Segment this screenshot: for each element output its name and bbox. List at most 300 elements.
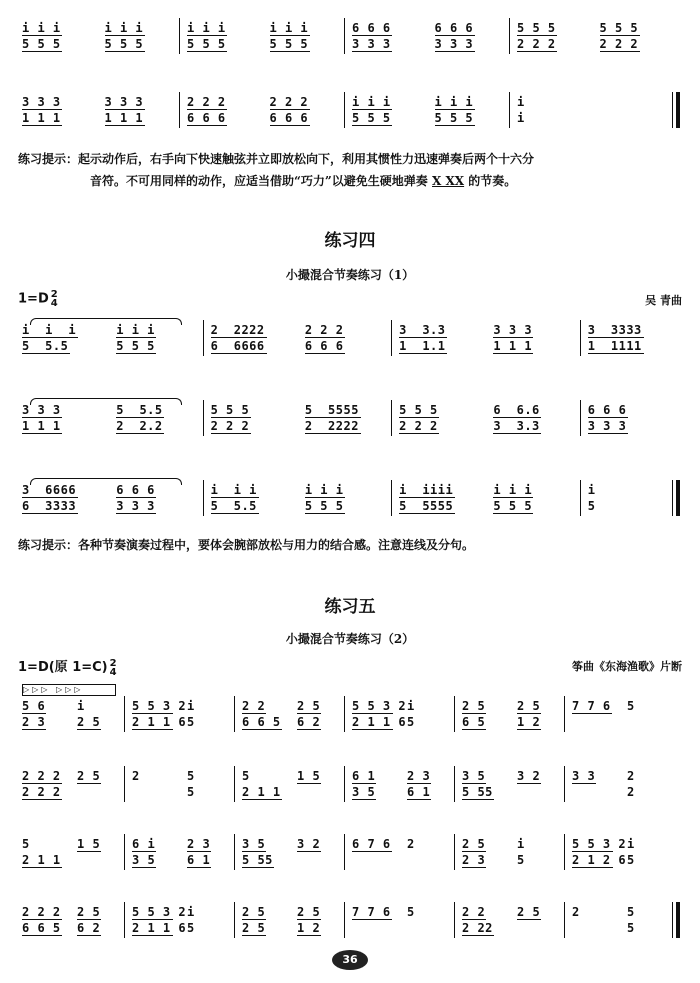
beam-underline: [22, 125, 62, 126]
upper-note-line: i: [77, 699, 85, 713]
upper-note-line: 5 5 3 2: [352, 699, 407, 713]
time-signature: 2 4: [50, 289, 58, 309]
lower-note-line: 2 1 1 6: [352, 715, 407, 729]
upper-note-line: 1 5: [297, 769, 321, 783]
upper-note-line: 5: [407, 905, 415, 919]
beam-underline: [572, 851, 613, 852]
beam-underline: [517, 51, 557, 52]
upper-note-line: 5 5 3 2: [132, 905, 187, 919]
lower-note-line: 2 2 2: [210, 419, 250, 433]
beam-underline: [588, 433, 628, 434]
beam-underline: [407, 783, 431, 784]
upper-note-line: 3 6666: [22, 483, 77, 497]
upper-note-line: 3 5: [462, 769, 486, 783]
upper-note-line: 6 6.6: [493, 403, 540, 417]
beam-underline: [435, 35, 475, 36]
beam-underline: [22, 35, 62, 36]
upper-note-line: 5: [627, 699, 635, 713]
beam-underline: [242, 935, 266, 936]
beam-underline: [435, 109, 475, 110]
lower-note-line: 6 3333: [22, 499, 77, 513]
beam-underline: [77, 729, 101, 730]
beam-underline: [493, 513, 533, 514]
beam-underline: [132, 919, 173, 920]
lower-note-line: 5: [407, 715, 415, 729]
beam-underline: [77, 919, 101, 920]
beam-underline: [462, 783, 486, 784]
score-row: [18, 78, 686, 148]
lower-note-line: 6 6 5: [242, 715, 281, 729]
bar-line: [344, 834, 345, 870]
lower-note-line: 5 5 5: [493, 499, 533, 513]
beam-underline: [462, 935, 494, 936]
beam-underline: [187, 109, 227, 110]
lower-note-line: 1 2: [297, 921, 321, 935]
bar-line: [564, 766, 565, 802]
upper-note-line: 2 2 2: [187, 95, 226, 109]
beam-underline: [493, 497, 533, 498]
beam-underline: [22, 417, 62, 418]
bar-line: [509, 92, 510, 128]
upper-note-line: 2: [407, 837, 415, 851]
upper-note-line: 2 5: [517, 905, 541, 919]
beam-underline: [187, 51, 227, 52]
bar-line: [234, 696, 235, 732]
upper-note-line: i i i: [493, 483, 533, 497]
upper-note-line: 5 5 3 2: [132, 699, 187, 713]
exercise-5-composer: 筝曲《东海渔歌》片断: [572, 660, 682, 673]
score-row: [18, 306, 686, 376]
upper-note-line: i: [187, 699, 195, 713]
upper-note-line: 3 3 3: [22, 95, 61, 109]
bar-line: [124, 696, 125, 732]
upper-note-line: 5 5 5: [210, 403, 250, 417]
beam-underline: [105, 51, 145, 52]
lower-note-line: 6 2: [77, 921, 101, 935]
beam-underline: [22, 353, 70, 354]
upper-note-line: 2 5: [242, 905, 266, 919]
lower-note-line: 3 3 3: [116, 499, 155, 513]
bar-line: [391, 480, 392, 516]
beam-underline: [572, 713, 612, 714]
score-row: [18, 752, 686, 822]
beam-underline: [588, 337, 644, 338]
exercise-5-title: 练习五: [324, 597, 376, 617]
beam-underline: [352, 109, 392, 110]
exercise-5-key: [18, 656, 117, 677]
beam-underline: [22, 729, 46, 730]
beam-underline: [211, 417, 251, 418]
exercise-4-tip: [18, 534, 686, 556]
beam-underline: [116, 433, 164, 434]
beam-underline: [305, 353, 345, 354]
beam-underline: [297, 935, 321, 936]
beam-underline: [352, 851, 392, 852]
beam-underline: [187, 35, 227, 36]
key-signature: 1=D: [18, 291, 49, 307]
lower-note-line: 1 1 1: [22, 419, 61, 433]
lower-note-line: 5 5 5: [304, 499, 344, 513]
bar-line: [564, 696, 565, 732]
upper-note-line: 2 5: [77, 905, 101, 919]
lower-note-line: 2 1 1: [22, 853, 61, 867]
upper-note-line: 3 3.3: [399, 323, 446, 337]
final-thin-bar: [672, 480, 673, 516]
upper-note-line: 5 5 3 2: [572, 837, 627, 851]
bar-line: [179, 18, 180, 54]
upper-note-line: 2 2222: [210, 323, 265, 337]
score-row: [18, 4, 686, 74]
bar-line: [564, 834, 565, 870]
beam-underline: [399, 513, 455, 514]
upper-note-line: 6 6 6: [352, 21, 391, 35]
bar-line: [344, 696, 345, 732]
upper-note-line: 2 2 2: [304, 323, 344, 337]
upper-note-line: 2 5: [297, 905, 321, 919]
bar-line: [391, 320, 392, 356]
lower-note-line: 5 5 5: [187, 37, 226, 51]
beam-underline: [352, 125, 392, 126]
lower-note-line: 5: [187, 785, 195, 799]
lower-note-line: 1 1 1: [104, 111, 144, 125]
beam-underline: [352, 799, 376, 800]
upper-note-line: 6 i: [132, 837, 156, 851]
beam-underline: [407, 799, 431, 800]
upper-note-line: 3 5: [242, 837, 266, 851]
lower-note-line: 2 2 2: [22, 785, 61, 799]
beam-underline: [77, 851, 101, 852]
lower-note-line: 6 5: [462, 715, 486, 729]
beam-underline: [588, 417, 628, 418]
beam-underline: [187, 125, 227, 126]
beam-underline: [352, 729, 393, 730]
beam-underline: [297, 729, 321, 730]
lower-note-line: 6 1: [407, 785, 431, 799]
beam-underline: [297, 713, 321, 714]
lower-note-line: 3 3 3: [587, 419, 627, 433]
upper-note-line: 2 2: [462, 905, 486, 919]
final-thick-bar: [676, 902, 680, 938]
beam-underline: [462, 799, 494, 800]
lower-note-line: 5: [187, 715, 195, 729]
lower-note-line: 6 1: [187, 853, 211, 867]
score-row: [18, 888, 686, 958]
beam-underline: [517, 729, 541, 730]
beam-underline: [187, 851, 211, 852]
upper-note-line: 3 3 3: [22, 403, 61, 417]
lower-note-line: 3 3 3: [434, 37, 474, 51]
lower-note-line: 6 6 6: [304, 339, 344, 353]
beam-underline: [352, 51, 392, 52]
lower-note-line: 2 5: [242, 921, 266, 935]
bar-line: [580, 320, 581, 356]
beam-underline: [572, 783, 596, 784]
beam-underline: [242, 867, 274, 868]
upper-note-line: 3 3 3: [493, 323, 533, 337]
lower-note-line: 1 1111: [587, 339, 642, 353]
upper-note-line: i i i: [269, 21, 309, 35]
upper-note-line: 5: [242, 769, 250, 783]
phrase-slur: [30, 398, 182, 405]
upper-note-line: i i i: [304, 483, 344, 497]
lower-note-line: 2 1 1 6: [132, 715, 187, 729]
upper-note-line: 6 6 6: [587, 403, 627, 417]
upper-note-line: 5 5 5: [599, 21, 639, 35]
upper-note-line: 5 6: [22, 699, 46, 713]
beam-underline: [600, 51, 640, 52]
beam-underline: [462, 851, 486, 852]
bar-line: [454, 902, 455, 938]
beam-underline: [116, 353, 156, 354]
beam-underline: [305, 337, 345, 338]
bar-line: [391, 400, 392, 436]
time-signature: 2 4: [109, 657, 117, 678]
upper-note-line: i: [187, 905, 195, 919]
beam-underline: [517, 713, 541, 714]
beam-underline: [493, 433, 541, 434]
lower-note-line: 5 5 5: [269, 37, 309, 51]
upper-note-line: 2 5: [297, 699, 321, 713]
beam-underline: [132, 935, 173, 936]
beam-underline: [211, 513, 259, 514]
final-thin-bar: [672, 92, 673, 128]
beam-underline: [399, 433, 439, 434]
lower-note-line: 5 55: [242, 853, 273, 867]
lower-note-line: 5 5 5: [352, 111, 391, 125]
beam-underline: [435, 125, 475, 126]
beam-underline: [211, 433, 251, 434]
beam-underline: [297, 851, 321, 852]
lower-note-line: 2 3: [462, 853, 486, 867]
upper-note-line: 5: [22, 837, 30, 851]
beam-underline: [116, 417, 164, 418]
upper-note-line: 6 1: [352, 769, 376, 783]
upper-note-line: 3 2: [517, 769, 541, 783]
lower-note-line: 2 2 2: [517, 37, 556, 51]
tip-label: 练习提示：: [18, 152, 79, 166]
lower-note-line: 2 2222: [304, 419, 359, 433]
beam-underline: [187, 867, 211, 868]
lower-note-line: 6 6 6: [187, 111, 226, 125]
lower-note-line: 6 6 6: [269, 111, 309, 125]
score-row: [18, 386, 686, 456]
bar-line: [124, 902, 125, 938]
lower-note-line: 5: [587, 499, 596, 513]
bar-line: [580, 480, 581, 516]
tip-end: 的节奏。: [468, 174, 517, 188]
upper-note-line: i i i: [22, 323, 77, 337]
lower-note-line: 3 3.3: [493, 419, 540, 433]
beam-underline: [399, 337, 447, 338]
bar-line: [344, 902, 345, 938]
beam-underline: [305, 433, 361, 434]
lower-note-line: 1 1 1: [493, 339, 533, 353]
beam-underline: [600, 35, 640, 36]
beam-underline: [132, 851, 156, 852]
lower-note-line: 2 3: [22, 715, 46, 729]
beam-underline: [116, 337, 156, 338]
beam-underline: [435, 51, 475, 52]
beam-underline: [132, 713, 173, 714]
lower-note-line: 1 2: [517, 715, 541, 729]
bar-line: [454, 766, 455, 802]
lower-note-line: 3 5: [132, 853, 156, 867]
lower-note-line: 2 2 2: [399, 419, 438, 433]
beam-underline: [493, 337, 533, 338]
beam-underline: [242, 851, 266, 852]
upper-note-line: 3 3: [572, 769, 596, 783]
upper-note-line: 7 7 6: [352, 905, 391, 919]
beam-underline: [517, 919, 541, 920]
upper-note-line: 3 3333: [587, 323, 642, 337]
key-signature: 1=D(原 1=C): [18, 660, 108, 675]
upper-note-line: 2 5: [462, 699, 486, 713]
exercise-4-composer: 吴 青曲: [645, 294, 682, 307]
bar-line: [564, 902, 565, 938]
upper-note-line: 6 7 6: [352, 837, 391, 851]
lower-note-line: 6 6 5: [22, 921, 61, 935]
lower-note-line: 3 3 3: [352, 37, 391, 51]
bar-line: [344, 92, 345, 128]
beam-underline: [22, 433, 62, 434]
score-row: [18, 820, 686, 890]
beam-underline: [105, 109, 145, 110]
tip-line-1: 起示动作后，右手向下快速触弦并立即放松向下，利用其惯性力迅速弹奏后两个十六分: [78, 152, 535, 166]
bar-line: [454, 834, 455, 870]
bar-line: [344, 766, 345, 802]
upper-note-line: i i i: [434, 95, 474, 109]
beam-underline: [132, 867, 156, 868]
beam-underline: [22, 51, 62, 52]
bar-line: [203, 400, 204, 436]
upper-note-line: i: [407, 699, 415, 713]
lower-note-line: 2: [627, 785, 635, 799]
upper-note-line: 2: [627, 769, 635, 783]
beam-underline: [22, 513, 78, 514]
phrase-slur: [30, 478, 182, 485]
upper-note-line: 2: [132, 769, 140, 783]
upper-note-line: i: [587, 483, 596, 497]
upper-note-line: 2 3: [187, 837, 211, 851]
upper-note-line: 5 5.5: [116, 403, 163, 417]
lower-note-line: 2 22: [462, 921, 493, 935]
beam-underline: [116, 513, 156, 514]
upper-note-line: 2 2 2: [269, 95, 309, 109]
final-thin-bar: [672, 902, 673, 938]
beam-underline: [493, 353, 533, 354]
bar-line: [203, 480, 204, 516]
beam-underline: [297, 919, 321, 920]
upper-note-line: 3 2: [297, 837, 321, 851]
upper-note-line: i i i: [187, 21, 226, 35]
upper-note-line: 5: [187, 769, 195, 783]
bar-line: [124, 766, 125, 802]
upper-note-line: 3 3 3: [104, 95, 144, 109]
lower-note-line: 2 2 2: [599, 37, 639, 51]
upper-note-line: 1 5: [77, 837, 101, 851]
tip-line-2: 音符。不可用同样的动作，应适当借助“巧力”以避免生硬地弹奏: [90, 174, 428, 188]
exercise-4-subtitle: 小撮混合节奏练习（1）: [285, 268, 415, 282]
bar-line: [124, 834, 125, 870]
beam-underline: [22, 497, 78, 498]
upper-note-line: i i i: [210, 483, 257, 497]
lower-note-line: 1 1 1: [22, 111, 61, 125]
beam-underline: [270, 125, 310, 126]
lower-note-line: 5 5.5: [210, 499, 257, 513]
beam-underline: [399, 353, 447, 354]
lower-note-line: 5 5555: [399, 499, 454, 513]
upper-note-line: 5: [627, 905, 635, 919]
beam-underline: [132, 729, 173, 730]
lower-note-line: 5 5 5: [104, 37, 144, 51]
upper-note-line: i i i: [22, 21, 61, 35]
beam-underline: [588, 353, 644, 354]
beam-underline: [399, 497, 455, 498]
final-thick-bar: [676, 92, 680, 128]
lower-note-line: 5 5 5: [116, 339, 155, 353]
upper-note-line: i: [517, 837, 525, 851]
beam-underline: [270, 51, 310, 52]
beam-underline: [399, 417, 439, 418]
bar-line: [234, 834, 235, 870]
beam-underline: [572, 867, 613, 868]
beam-underline: [105, 125, 145, 126]
beam-underline: [242, 799, 282, 800]
beam-underline: [22, 935, 62, 936]
page-number: 36: [332, 950, 368, 970]
beam-underline: [297, 783, 321, 784]
lower-note-line: 2 1 2 6: [572, 853, 627, 867]
lower-note-line: 5: [627, 921, 635, 935]
lower-note-line: 2 2.2: [116, 419, 163, 433]
lower-note-line: 5: [187, 921, 195, 935]
lower-note-line: 6 6666: [210, 339, 265, 353]
upper-note-line: i: [627, 837, 635, 851]
exercise-3-tip: [18, 148, 686, 192]
phrase-slur: [30, 318, 182, 325]
lower-note-line: i: [517, 111, 525, 125]
bar-line: [509, 18, 510, 54]
beam-underline: [517, 35, 557, 36]
strum-marks: ▷▷▷ ▷▷▷: [22, 684, 116, 696]
final-thick-bar: [676, 480, 680, 516]
beam-underline: [22, 713, 46, 714]
tip-rhythm: X XX: [432, 174, 465, 188]
upper-note-line: 2 2 2: [22, 905, 61, 919]
bar-line: [344, 18, 345, 54]
beam-underline: [77, 935, 101, 936]
upper-note-line: 2 5: [462, 837, 486, 851]
lower-note-line: 3 5: [352, 785, 376, 799]
upper-note-line: 2 3: [407, 769, 431, 783]
beam-underline: [352, 919, 392, 920]
upper-note-line: 6 6 6: [434, 21, 474, 35]
beam-underline: [211, 353, 267, 354]
beam-underline: [22, 109, 62, 110]
upper-note-line: 2: [572, 905, 580, 919]
upper-note-line: 5 5 5: [399, 403, 438, 417]
beam-underline: [116, 497, 156, 498]
tip-text: 各种节奏演奏过程中，要体会腕部放松与用力的结合感。注意连线及分句。: [78, 538, 475, 552]
beam-underline: [211, 497, 259, 498]
beam-underline: [305, 417, 361, 418]
beam-underline: [270, 35, 310, 36]
beam-underline: [462, 867, 486, 868]
beam-underline: [22, 337, 78, 338]
lower-note-line: 5 5.5: [22, 339, 69, 353]
lower-note-line: 5: [627, 853, 635, 867]
bar-line: [179, 92, 180, 128]
